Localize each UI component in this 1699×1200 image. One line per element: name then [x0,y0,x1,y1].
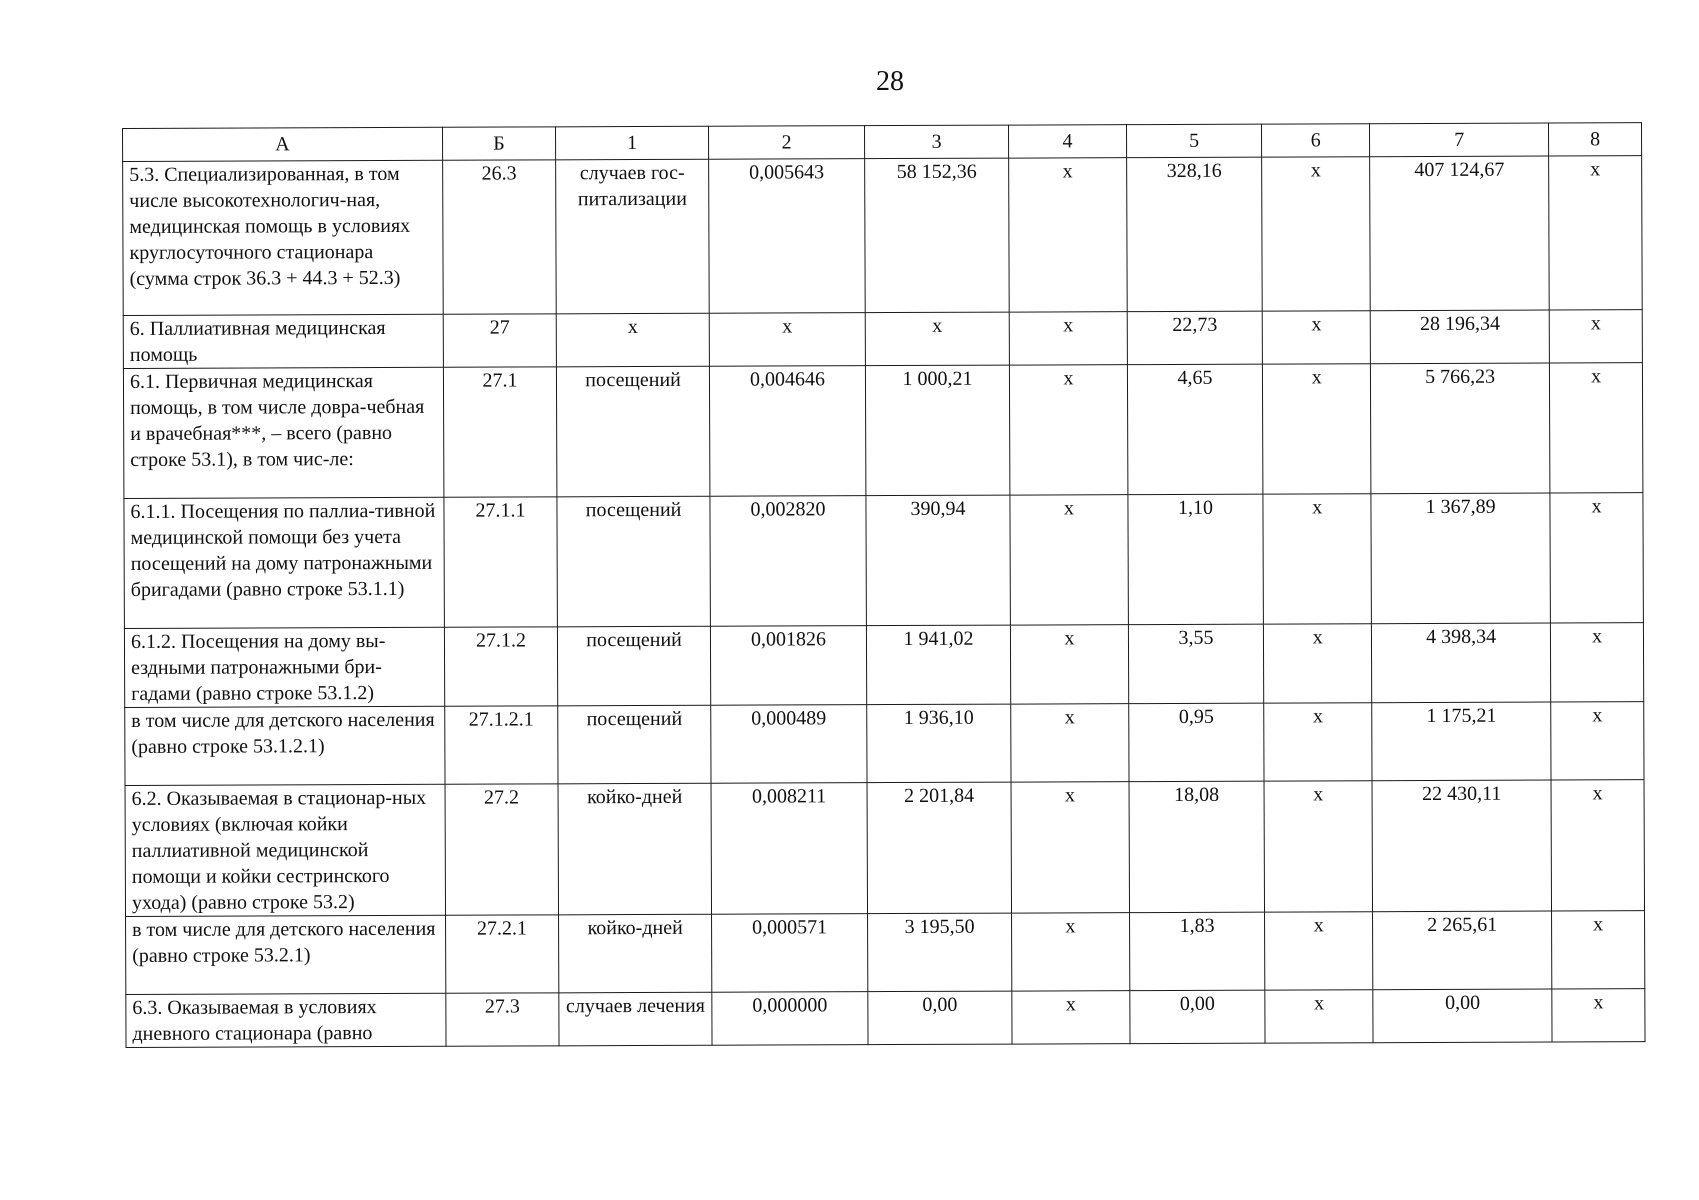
table-row [124,623,1643,708]
row-label: 6.2. Оказываемая в стационар-ных условиях (включая койки паллиативной медицинской помощи и койки сестринского ухода) (равно строке 53.2) [125,784,445,916]
row-value-4: х [1009,365,1127,495]
row-value-4: х [1009,312,1127,365]
row-value-5: 3,55 [1128,624,1264,704]
row-label: 6.3. Оказываемая в условиях дневного стационара (равно [126,993,446,1047]
row-value-6: х [1262,157,1371,311]
row-value-6: х [1264,781,1373,912]
row-value-5: 0,95 [1129,703,1265,782]
row-value-2: х [709,313,865,367]
row-value-5: 328,16 [1126,157,1262,312]
row-unit: койко-дней [559,914,712,993]
header-cell-1: 1 [556,126,709,160]
header-cell-8: 8 [1549,123,1642,156]
row-value-7: 1 367,89 [1371,493,1550,624]
row-code: 27.1.2 [444,627,558,706]
row-value-5: 22,73 [1127,311,1263,365]
row-value-8: х [1551,623,1644,702]
row-value-8: х [1552,989,1645,1042]
row-code: 27.1.2.1 [444,706,558,784]
row-value-3: 0,00 [868,991,1012,1045]
row-code: 27.1.1 [444,497,558,627]
row-value-4: х [1011,704,1129,782]
row-value-4: х [1010,625,1128,704]
row-value-5: 18,08 [1129,781,1265,913]
row-unit: случаев гос-питализации [556,159,709,314]
row-value-8: х [1550,363,1643,493]
row-value-3: 1 000,21 [865,365,1010,496]
row-value-6: х [1265,990,1373,1043]
header-cell-7: 7 [1370,123,1549,157]
row-value-6: х [1263,364,1372,494]
row-label: в том числе для детского населения (равно строке 53.2.1) [126,915,446,994]
row-code: 27.1 [443,367,557,497]
row-value-6: х [1263,494,1372,624]
row-value-7: 4 398,34 [1372,623,1551,703]
row-value-3: 390,94 [866,495,1011,626]
row-value-2: 0,004646 [709,366,866,497]
header-cell-b: Б [442,127,556,160]
row-value-2: 0,001826 [710,626,866,706]
row-value-5: 1,83 [1129,912,1265,991]
row-label: 6.1.1. Посещения по паллиа-тивной медицинской помощи без учета посещений на дому патронажными бригадами (равно строке 53.1.1) [124,497,444,628]
row-value-8: х [1549,310,1642,363]
row-unit: койко-дней [558,783,711,915]
row-value-2: 0,000571 [711,914,867,993]
row-value-5: 4,65 [1127,364,1263,495]
row-value-6: х [1262,311,1370,364]
header-cell-a: А [123,127,443,161]
header-cell-2: 2 [708,126,864,160]
row-value-4: х [1010,495,1128,625]
row-unit: х [556,313,709,367]
table-row [123,310,1642,369]
table-row [125,702,1644,786]
table-wrapper [122,122,1646,1048]
row-value-7: 407 124,67 [1370,156,1550,311]
row-label: 5.3. Специализированная, в том числе высокотехнологич-ная, медицинская помощь в условиях круглосуточного стационара (сумма строк 36.3 + 44.3 + 52.3) [123,160,443,315]
header-cell-4: 4 [1009,125,1127,158]
row-value-6: х [1264,703,1372,781]
row-value-5: 0,00 [1130,990,1266,1044]
row-value-2: 0,002820 [710,496,867,627]
row-value-2: 0,008211 [711,783,868,915]
row-value-7: 22 430,11 [1372,780,1551,912]
row-code: 27.2.1 [445,915,559,993]
row-value-8: х [1549,156,1642,310]
row-code: 26.3 [442,160,556,314]
row-value-7: 0,00 [1373,989,1552,1043]
row-value-8: х [1550,493,1643,623]
row-value-8: х [1552,911,1645,989]
row-value-2: 0,000489 [711,705,867,784]
table-row [125,780,1644,917]
row-label: в том числе для детского населения (равно строке 53.1.2.1) [125,706,445,785]
table-row [126,911,1645,995]
row-unit: случаев лечения [559,992,712,1046]
table-row [123,156,1643,316]
row-value-4: х [1011,782,1129,913]
row-code: 27.2 [445,784,559,915]
header-cell-6: 6 [1262,124,1370,157]
table-row [123,363,1642,499]
page-number: 28 [876,66,904,97]
row-unit: посещений [558,705,711,784]
row-label: 6.1.2. Посещения на дому вы-ездными патронажными бри-гадами (равно строке 53.1.2) [124,627,444,707]
row-value-7: 28 196,34 [1370,310,1549,364]
row-value-8: х [1551,702,1644,780]
row-value-7: 5 766,23 [1371,363,1550,494]
row-value-3: 58 152,36 [865,158,1010,313]
row-value-3: 3 195,50 [868,913,1012,992]
row-value-3: 1 941,02 [866,625,1010,705]
row-value-4: х [1012,913,1130,991]
row-unit: посещений [558,626,711,706]
row-value-5: 1,10 [1128,494,1264,625]
row-value-3: 2 201,84 [867,782,1012,914]
row-value-7: 1 175,21 [1372,702,1551,781]
row-value-6: х [1264,624,1372,703]
row-label: 6.1. Первичная медицинская помощь, в том числе довра-чебная и врачебная***, – всего (равно строке 53.1), в том чис-ле: [123,367,443,498]
row-value-2: 0,005643 [709,159,866,314]
row-value-2: 0,000000 [712,992,868,1046]
table-row [124,493,1643,629]
row-code: 27 [443,314,557,367]
header-cell-3: 3 [864,125,1008,159]
row-value-4: х [1012,991,1130,1044]
row-unit: посещений [557,496,710,627]
row-value-3: х [865,312,1009,366]
row-code: 27.3 [446,993,560,1046]
header-cell-5: 5 [1126,124,1261,158]
table-row [126,989,1645,1048]
row-value-6: х [1265,912,1373,990]
row-unit: посещений [557,366,710,497]
row-value-8: х [1551,780,1644,911]
data-table [122,122,1646,1048]
row-value-3: 1 936,10 [867,704,1011,783]
row-value-4: х [1009,158,1127,312]
row-label: 6. Паллиативная медицинская помощь [123,314,443,368]
row-value-7: 2 265,61 [1373,911,1552,990]
